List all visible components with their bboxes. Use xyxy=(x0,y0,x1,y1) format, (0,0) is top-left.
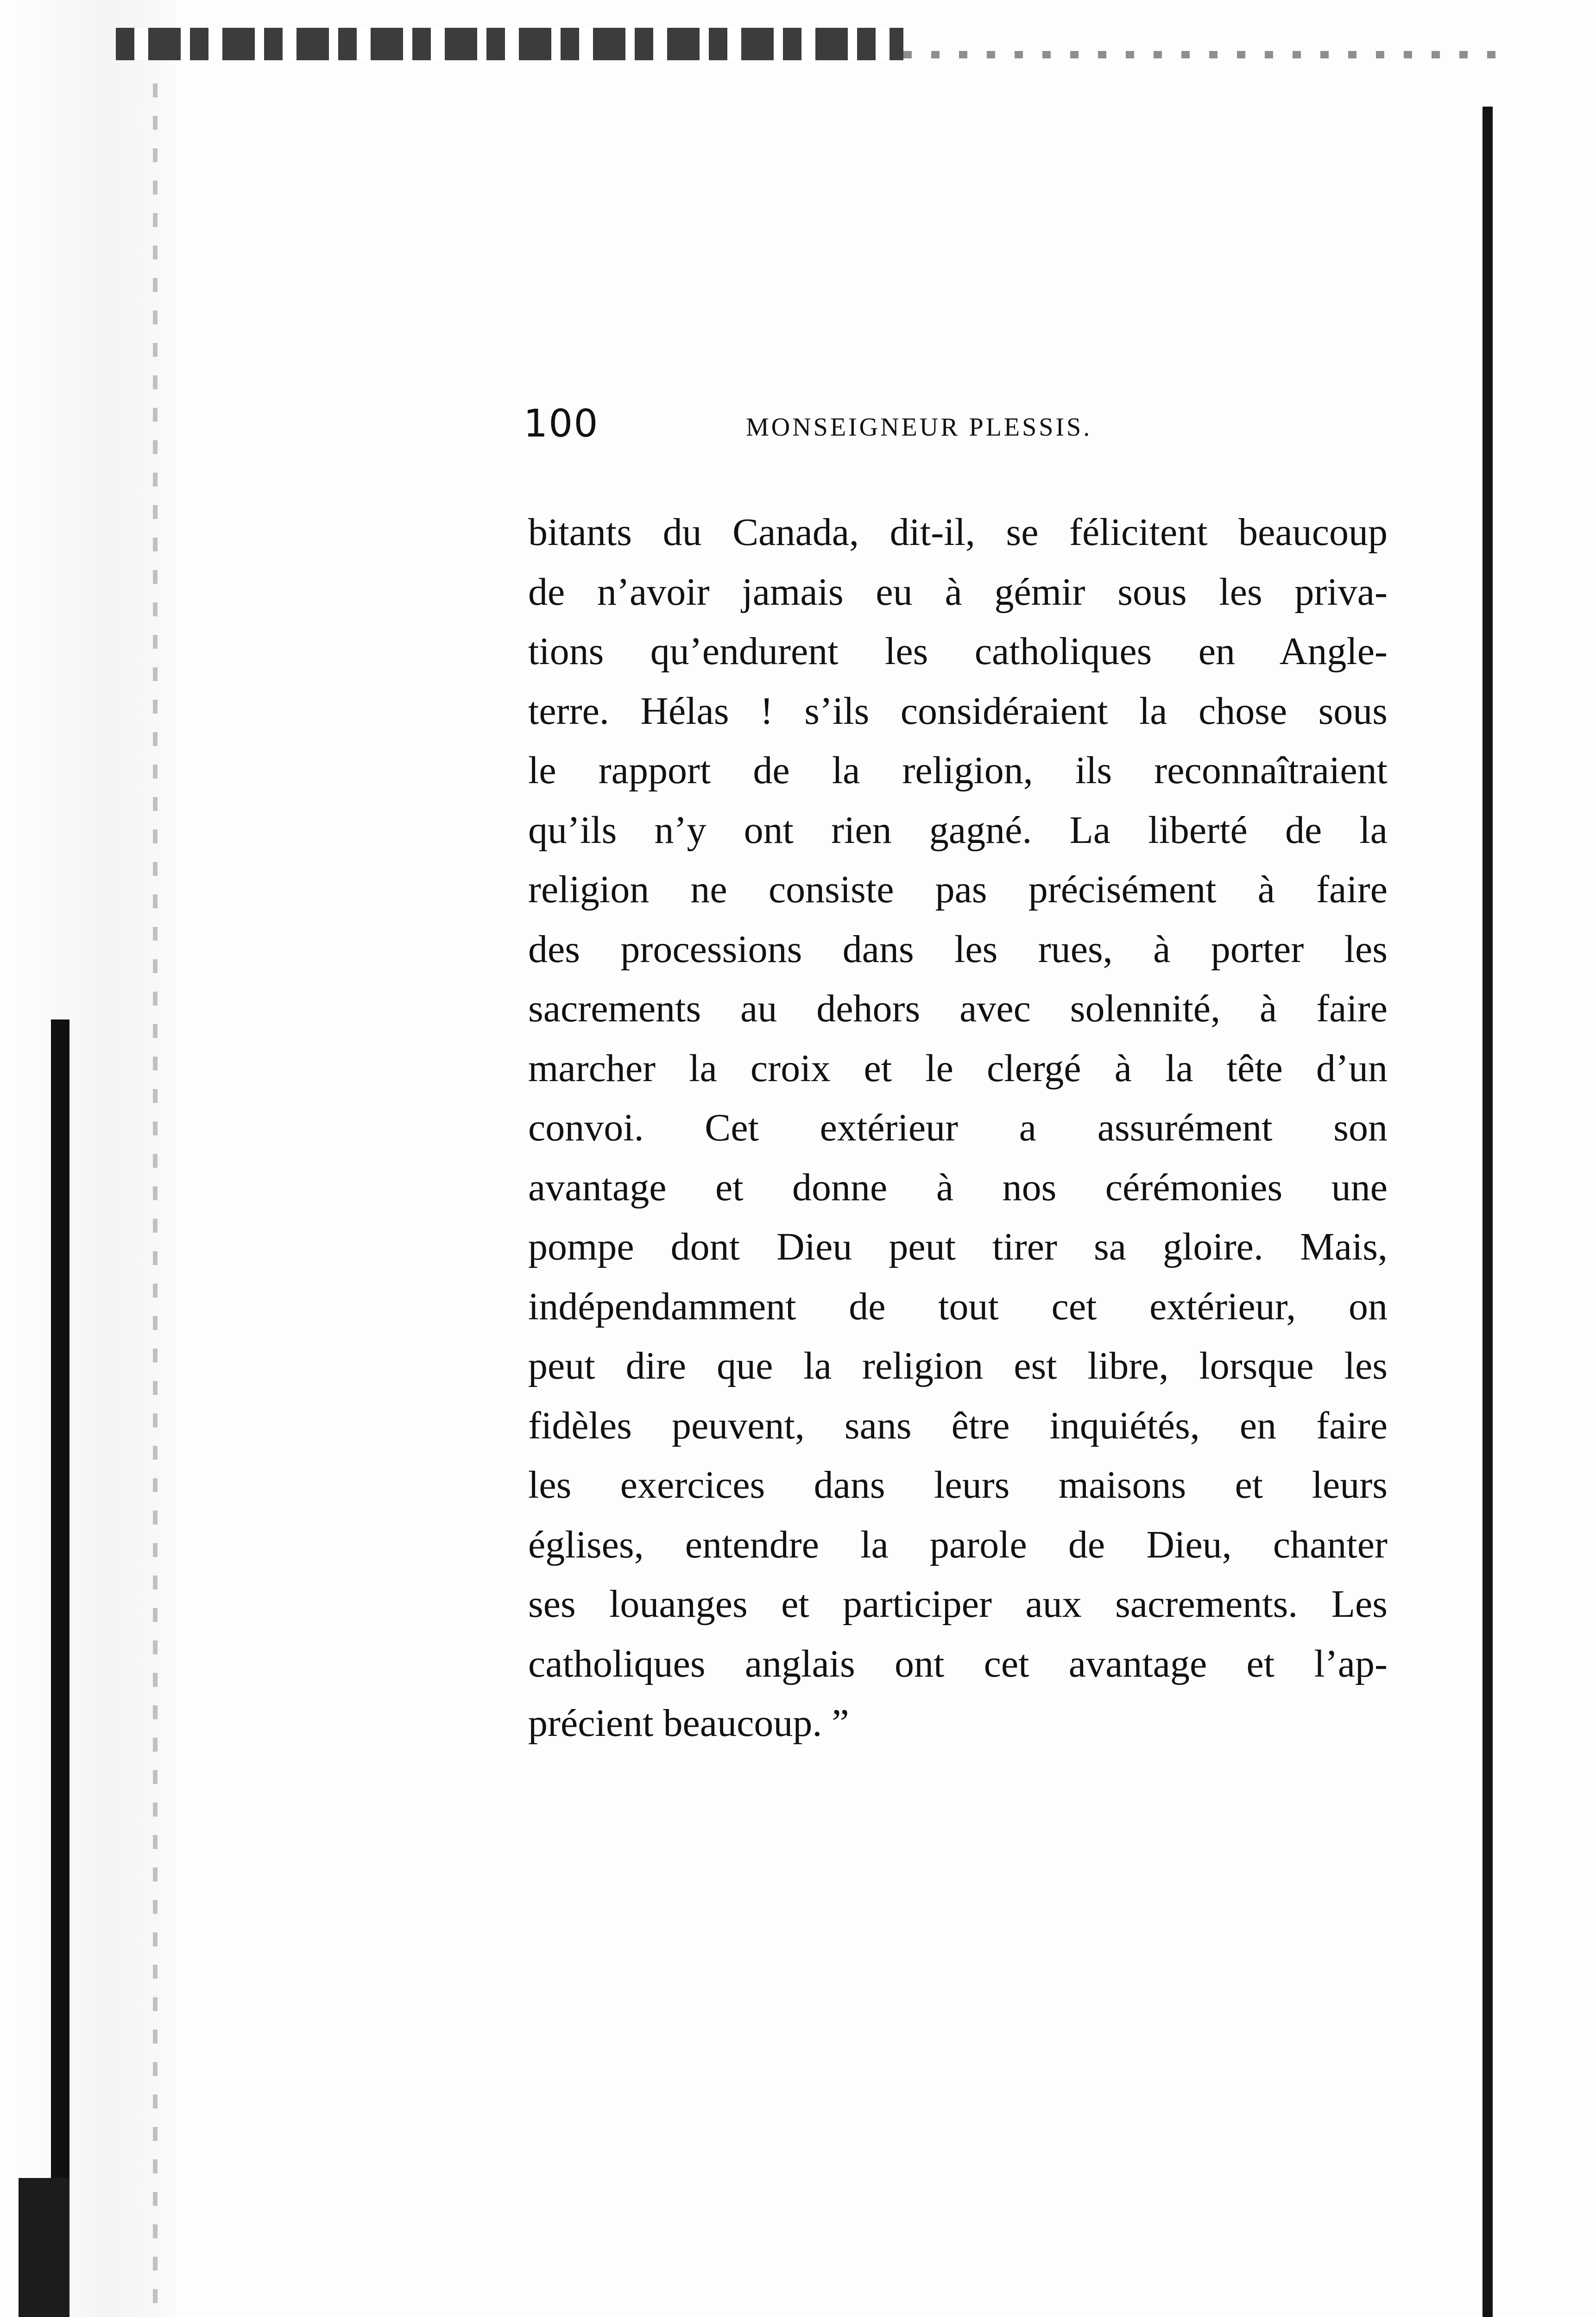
text-line: églises, entendre la parole de Dieu, chanter xyxy=(528,1523,1388,1566)
text-line: religion ne consiste pas précisément à faire xyxy=(528,868,1388,911)
left-gutter-shadow xyxy=(0,0,176,2317)
body-text xyxy=(528,503,1388,1754)
top-edge-artifact xyxy=(116,28,903,60)
text-line: les exercices dans leurs maisons et leurs xyxy=(528,1463,1388,1507)
text-line: fidèles peuvent, sans être inquiétés, en faire xyxy=(528,1404,1388,1447)
text-line: pompe dont Dieu peut tirer sa gloire. Mais, xyxy=(528,1225,1388,1268)
text-line: sacrements au dehors avec solennité, à faire xyxy=(528,987,1388,1030)
left-edge-dark-corner xyxy=(19,2178,69,2317)
text-line: précient beaucoup. ” xyxy=(528,1702,849,1745)
text-line: ses louanges et participer aux sacrements. Les xyxy=(528,1583,1388,1626)
running-head xyxy=(524,399,1404,449)
page-number: 100 xyxy=(524,402,599,446)
text-line: avantage et donne à nos cérémonies une xyxy=(528,1165,1388,1209)
text-line: de n’avoir jamais eu à gémir sous les priva- xyxy=(528,570,1388,614)
right-edge-dark-bar xyxy=(1482,107,1493,2317)
text-line: terre. Hélas ! s’ils considéraient la chose sous xyxy=(528,689,1388,733)
text-line: catholiques anglais ont cet avantage et l’ap- xyxy=(528,1642,1388,1685)
text-line: des processions dans les rues, à porter les xyxy=(528,927,1388,971)
text-line: le rapport de la religion, ils reconnaîtraient xyxy=(528,749,1388,792)
text-line: marcher la croix et le clergé à la tête d’un xyxy=(528,1046,1388,1090)
text-line: bitants du Canada, dit-il, se félicitent beaucoup xyxy=(528,511,1388,554)
top-edge-speckle xyxy=(903,51,1506,58)
left-binding-line xyxy=(153,83,158,2317)
text-line: indépendamment de tout cet extérieur, on xyxy=(528,1285,1388,1328)
text-line: peut dire que la religion est libre, lorsque les xyxy=(528,1344,1388,1387)
text-line: qu’ils n’y ont rien gagné. La liberté de la xyxy=(528,808,1388,852)
text-line: tions qu’endurent les catholiques en Angle- xyxy=(528,630,1388,673)
left-edge-dark-bar xyxy=(51,1019,69,2317)
text-line: convoi. Cet extérieur a assurément son xyxy=(528,1106,1388,1149)
running-title: MONSEIGNEUR PLESSIS. xyxy=(746,413,1092,442)
